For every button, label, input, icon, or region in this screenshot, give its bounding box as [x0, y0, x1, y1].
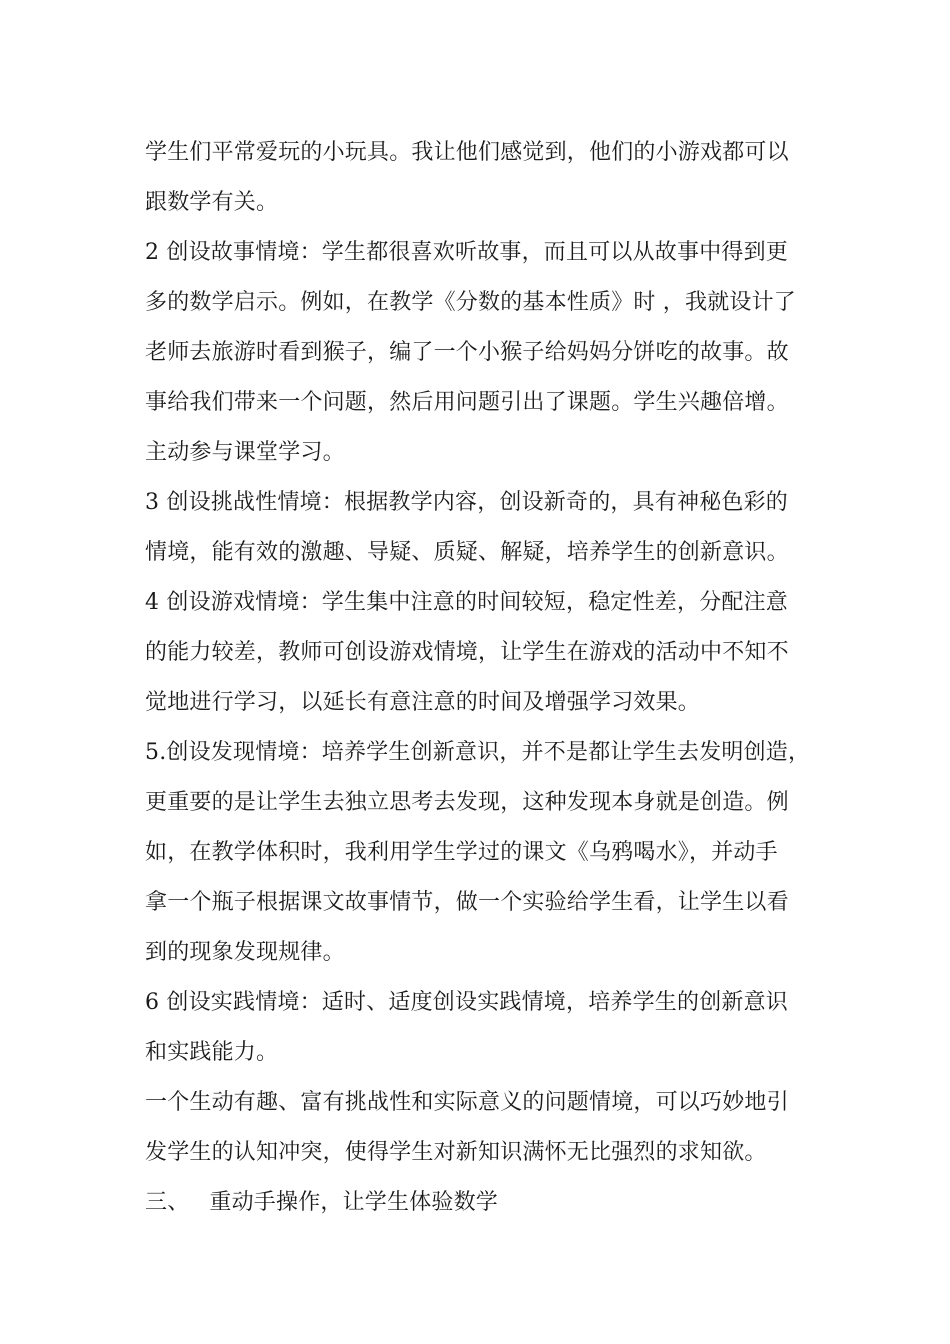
paragraph-line: 4 创设游戏情境：学生集中注意的时间较短，稳定性差，分配注意: [145, 590, 788, 615]
section-heading: [145, 1188, 498, 1218]
section-heading-title: 重动手操作，让学生体验数学: [209, 1190, 499, 1215]
paragraph-line: 主动参与课堂学习。: [145, 440, 345, 465]
paragraph-line: 跟数学有关。: [145, 190, 279, 215]
section-heading-number: 三、: [145, 1190, 190, 1215]
paragraph-line: 更重要的是让学生去独立思考去发现，这种发现本身就是创造。例: [145, 790, 789, 815]
paragraph-line: 拿一个瓶子根据课文故事情节，做一个实验给学生看，让学生以看: [145, 890, 789, 915]
paragraph-line: 情境，能有效的激趣、导疑、质疑、解疑，培养学生的创新意识。: [145, 540, 789, 565]
paragraph-line: 5.创设发现情境：培养学生创新意识，并不是都让学生去发明创造，: [145, 740, 811, 765]
paragraph-line: 老师去旅游时看到猴子，编了一个小猴子给妈妈分饼吃的故事。故: [145, 340, 789, 365]
paragraph-line: 到的现象发现规律。: [145, 940, 345, 965]
paragraph-line: 2 创设故事情境：学生都很喜欢听故事，而且可以从故事中得到更: [145, 240, 788, 265]
paragraph-line: 事给我们带来一个问题，然后用问题引出了课题。学生兴趣倍增。: [145, 390, 789, 415]
paragraph-line: 学生们平常爱玩的小玩具。我让他们感觉到，他们的小游戏都可以: [145, 140, 789, 165]
paragraph-line: 觉地进行学习，以延长有意注意的时间及增强学习效果。: [145, 690, 701, 715]
paragraph-line: 3 创设挑战性情境：根据教学内容，创设新奇的，具有神秘色彩的: [145, 490, 788, 515]
paragraph-line: 多的数学启示。例如，在教学《分数的基本性质》时 ，我就设计了: [145, 290, 796, 315]
paragraph-line: 如，在教学体积时，我利用学生学过的课文《乌鸦喝水》，并动手: [145, 840, 778, 865]
paragraph-line: 和实践能力。: [145, 1040, 279, 1065]
paragraph-line: 6 创设实践情境：适时、适度创设实践情境，培养学生的创新意识: [145, 990, 788, 1015]
paragraph-line: 一个生动有趣、富有挑战性和实际意义的问题情境，可以巧妙地引: [145, 1090, 789, 1115]
paragraph-line: 的能力较差，教师可创设游戏情境，让学生在游戏的活动中不知不: [145, 640, 789, 665]
paragraph-line: 发学生的认知冲突，使得学生对新知识满怀无比强烈的求知欲。: [145, 1140, 767, 1165]
